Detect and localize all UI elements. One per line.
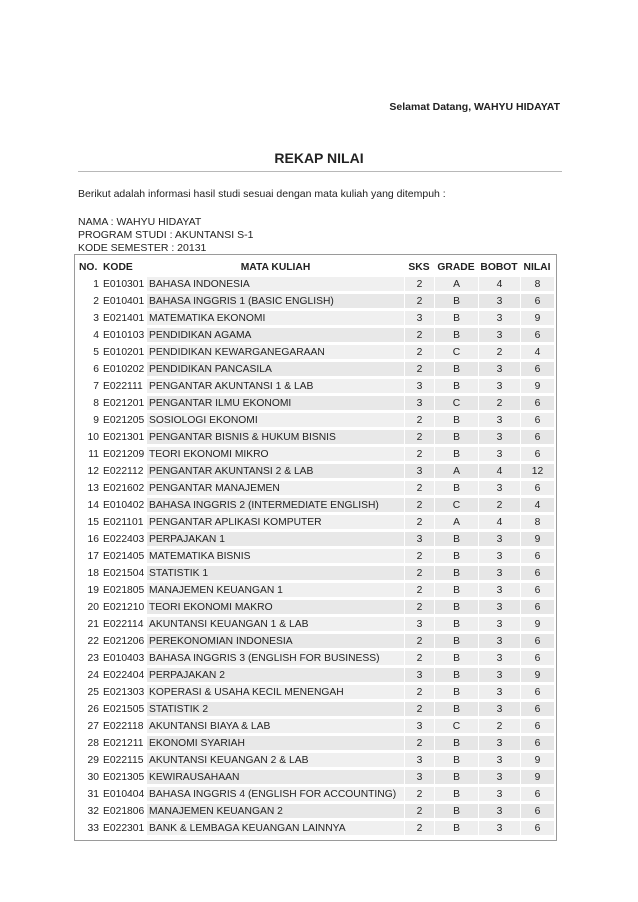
cell-nilai: 6 — [520, 481, 554, 496]
cell-nilai: 6 — [520, 430, 554, 445]
table-row — [77, 464, 554, 479]
table-row — [77, 277, 554, 292]
cell-sks: 2 — [404, 634, 434, 649]
cell-mata-kuliah: MATEMATIKA EKONOMI — [147, 311, 404, 326]
semester-code: KODE SEMESTER : 20131 — [78, 242, 207, 254]
cell-nilai: 6 — [520, 634, 554, 649]
cell-mata-kuliah: AKUNTANSI KEUANGAN 1 & LAB — [147, 617, 404, 632]
intro-text: Berikut adalah informasi hasil studi sesuai dengan mata kuliah yang ditempuh : — [78, 188, 446, 200]
col-header-grade: GRADE — [437, 261, 475, 273]
cell-no: 18 — [77, 566, 101, 581]
cell-grade: A — [434, 464, 478, 479]
cell-grade: B — [434, 770, 478, 785]
cell-bobot: 3 — [478, 804, 520, 819]
cell-grade: A — [434, 277, 478, 292]
table-row — [77, 430, 554, 445]
cell-bobot: 2 — [478, 396, 520, 411]
cell-nilai: 9 — [520, 770, 554, 785]
cell-no: 17 — [77, 549, 101, 564]
cell-mata-kuliah: BAHASA INGGRIS 3 (ENGLISH FOR BUSINESS) — [147, 651, 404, 666]
cell-nilai: 9 — [520, 532, 554, 547]
cell-grade: B — [434, 787, 478, 802]
student-name: NAMA : WAHYU HIDAYAT — [78, 216, 202, 228]
cell-bobot: 4 — [478, 464, 520, 479]
cell-bobot: 3 — [478, 736, 520, 751]
cell-bobot: 3 — [478, 447, 520, 462]
cell-sks: 3 — [404, 770, 434, 785]
cell-no: 31 — [77, 787, 101, 802]
cell-bobot: 3 — [478, 549, 520, 564]
cell-no: 29 — [77, 753, 101, 768]
cell-mata-kuliah: SOSIOLOGI EKONOMI — [147, 413, 404, 428]
cell-kode: E021401 — [101, 311, 147, 326]
cell-nilai: 6 — [520, 396, 554, 411]
cell-nilai: 6 — [520, 702, 554, 717]
cell-bobot: 3 — [478, 787, 520, 802]
cell-mata-kuliah: PENDIDIKAN PANCASILA — [147, 362, 404, 377]
table-row — [77, 736, 554, 751]
cell-grade: B — [434, 736, 478, 751]
cell-bobot: 3 — [478, 379, 520, 394]
cell-mata-kuliah: PENGANTAR AKUNTANSI 2 & LAB — [147, 464, 404, 479]
cell-no: 27 — [77, 719, 101, 734]
cell-mata-kuliah: PERPAJAKAN 1 — [147, 532, 404, 547]
table-row — [77, 685, 554, 700]
cell-nilai: 6 — [520, 328, 554, 343]
cell-kode: E010202 — [101, 362, 147, 377]
cell-bobot: 3 — [478, 532, 520, 547]
cell-bobot: 2 — [478, 498, 520, 513]
cell-sks: 2 — [404, 821, 434, 836]
cell-grade: B — [434, 617, 478, 632]
cell-kode: E021405 — [101, 549, 147, 564]
cell-no: 15 — [77, 515, 101, 530]
cell-mata-kuliah: MANAJEMEN KEUANGAN 2 — [147, 804, 404, 819]
cell-grade: B — [434, 481, 478, 496]
cell-kode: E021504 — [101, 566, 147, 581]
cell-kode: E010403 — [101, 651, 147, 666]
cell-nilai: 8 — [520, 277, 554, 292]
cell-no: 22 — [77, 634, 101, 649]
cell-nilai: 6 — [520, 362, 554, 377]
cell-mata-kuliah: BAHASA INGGRIS 2 (INTERMEDIATE ENGLISH) — [147, 498, 404, 513]
cell-nilai: 6 — [520, 651, 554, 666]
table-row — [77, 549, 554, 564]
table-row — [77, 804, 554, 819]
cell-nilai: 6 — [520, 736, 554, 751]
study-program: PROGRAM STUDI : AKUNTANSI S-1 — [78, 229, 254, 241]
cell-kode: E021602 — [101, 481, 147, 496]
cell-bobot: 3 — [478, 685, 520, 700]
cell-bobot: 4 — [478, 277, 520, 292]
cell-sks: 3 — [404, 719, 434, 734]
table-row — [77, 770, 554, 785]
cell-mata-kuliah: BAHASA INGGRIS 1 (BASIC ENGLISH) — [147, 294, 404, 309]
cell-nilai: 6 — [520, 821, 554, 836]
cell-bobot: 3 — [478, 617, 520, 632]
cell-bobot: 2 — [478, 719, 520, 734]
cell-grade: B — [434, 651, 478, 666]
cell-no: 4 — [77, 328, 101, 343]
cell-grade: C — [434, 396, 478, 411]
cell-bobot: 3 — [478, 583, 520, 598]
cell-kode: E021205 — [101, 413, 147, 428]
cell-sks: 2 — [404, 702, 434, 717]
cell-mata-kuliah: PENDIDIKAN KEWARGANEGARAAN — [147, 345, 404, 360]
cell-grade: B — [434, 821, 478, 836]
cell-grade: B — [434, 311, 478, 326]
cell-kode: E010103 — [101, 328, 147, 343]
cell-nilai: 6 — [520, 566, 554, 581]
cell-no: 13 — [77, 481, 101, 496]
table-row — [77, 396, 554, 411]
cell-nilai: 6 — [520, 787, 554, 802]
cell-kode: E010301 — [101, 277, 147, 292]
cell-grade: B — [434, 753, 478, 768]
cell-kode: E022301 — [101, 821, 147, 836]
cell-no: 16 — [77, 532, 101, 547]
cell-mata-kuliah: PERPAJAKAN 2 — [147, 668, 404, 683]
cell-bobot: 3 — [478, 294, 520, 309]
cell-no: 1 — [77, 277, 101, 292]
cell-grade: B — [434, 413, 478, 428]
cell-kode: E021806 — [101, 804, 147, 819]
cell-sks: 3 — [404, 617, 434, 632]
cell-mata-kuliah: EKONOMI SYARIAH — [147, 736, 404, 751]
cell-nilai: 4 — [520, 498, 554, 513]
cell-mata-kuliah: BAHASA INDONESIA — [147, 277, 404, 292]
table-row — [77, 566, 554, 581]
col-header-nilai: NILAI — [523, 261, 551, 273]
cell-no: 2 — [77, 294, 101, 309]
col-header-mata-kuliah: MATA KULIAH — [240, 261, 311, 273]
divider — [78, 171, 562, 172]
col-header-kode: KODE — [103, 261, 133, 273]
cell-grade: B — [434, 600, 478, 615]
cell-mata-kuliah: BANK & LEMBAGA KEUANGAN LAINNYA — [147, 821, 404, 836]
cell-kode: E022403 — [101, 532, 147, 547]
cell-sks: 2 — [404, 328, 434, 343]
cell-grade: C — [434, 498, 478, 513]
cell-mata-kuliah: PENGANTAR ILMU EKONOMI — [147, 396, 404, 411]
cell-sks: 2 — [404, 498, 434, 513]
table-row — [77, 362, 554, 377]
cell-sks: 2 — [404, 277, 434, 292]
cell-sks: 3 — [404, 311, 434, 326]
table-row — [77, 328, 554, 343]
cell-kode: E021301 — [101, 430, 147, 445]
cell-no: 24 — [77, 668, 101, 683]
cell-grade: B — [434, 804, 478, 819]
cell-nilai: 4 — [520, 345, 554, 360]
cell-kode: E021209 — [101, 447, 147, 462]
col-header-no: NO. — [79, 261, 98, 273]
cell-sks: 2 — [404, 549, 434, 564]
cell-sks: 2 — [404, 294, 434, 309]
cell-nilai: 6 — [520, 549, 554, 564]
cell-bobot: 4 — [478, 515, 520, 530]
cell-sks: 3 — [404, 396, 434, 411]
table-row — [77, 753, 554, 768]
table-row — [77, 651, 554, 666]
welcome-message: Selamat Datang, WAHYU HIDAYAT — [389, 101, 560, 113]
cell-mata-kuliah: PEREKONOMIAN INDONESIA — [147, 634, 404, 649]
cell-sks: 2 — [404, 583, 434, 598]
cell-nilai: 6 — [520, 804, 554, 819]
cell-grade: B — [434, 430, 478, 445]
cell-nilai: 9 — [520, 668, 554, 683]
cell-sks: 2 — [404, 651, 434, 666]
cell-grade: B — [434, 447, 478, 462]
col-header-sks: SKS — [408, 261, 430, 273]
cell-kode: E022114 — [101, 617, 147, 632]
cell-kode: E022404 — [101, 668, 147, 683]
cell-mata-kuliah: PENGANTAR APLIKASI KOMPUTER — [147, 515, 404, 530]
cell-nilai: 6 — [520, 600, 554, 615]
grades-table-container — [74, 254, 557, 841]
cell-kode: E021305 — [101, 770, 147, 785]
cell-sks: 2 — [404, 430, 434, 445]
cell-bobot: 3 — [478, 566, 520, 581]
cell-sks: 2 — [404, 447, 434, 462]
cell-mata-kuliah: AKUNTANSI KEUANGAN 2 & LAB — [147, 753, 404, 768]
cell-nilai: 9 — [520, 311, 554, 326]
cell-grade: B — [434, 532, 478, 547]
cell-no: 10 — [77, 430, 101, 445]
cell-grade: C — [434, 345, 478, 360]
cell-sks: 2 — [404, 736, 434, 751]
cell-kode: E022112 — [101, 464, 147, 479]
table-row — [77, 379, 554, 394]
cell-nilai: 6 — [520, 685, 554, 700]
cell-no: 21 — [77, 617, 101, 632]
cell-kode: E021201 — [101, 396, 147, 411]
cell-kode: E010201 — [101, 345, 147, 360]
cell-grade: B — [434, 634, 478, 649]
cell-bobot: 3 — [478, 634, 520, 649]
cell-mata-kuliah: TEORI EKONOMI MIKRO — [147, 447, 404, 462]
table-row — [77, 617, 554, 632]
table-row — [77, 634, 554, 649]
cell-mata-kuliah: PENGANTAR AKUNTANSI 1 & LAB — [147, 379, 404, 394]
table-row — [77, 821, 554, 836]
cell-no: 26 — [77, 702, 101, 717]
cell-sks: 3 — [404, 464, 434, 479]
cell-kode: E010401 — [101, 294, 147, 309]
cell-nilai: 12 — [520, 464, 554, 479]
cell-nilai: 6 — [520, 719, 554, 734]
cell-nilai: 6 — [520, 294, 554, 309]
cell-mata-kuliah: KOPERASI & USAHA KECIL MENENGAH — [147, 685, 404, 700]
cell-mata-kuliah: STATISTIK 2 — [147, 702, 404, 717]
cell-sks: 3 — [404, 668, 434, 683]
cell-grade: B — [434, 294, 478, 309]
cell-no: 28 — [77, 736, 101, 751]
cell-bobot: 3 — [478, 328, 520, 343]
cell-bobot: 3 — [478, 311, 520, 326]
cell-nilai: 6 — [520, 583, 554, 598]
cell-mata-kuliah: PENDIDIKAN AGAMA — [147, 328, 404, 343]
cell-bobot: 3 — [478, 821, 520, 836]
cell-no: 14 — [77, 498, 101, 513]
cell-grade: B — [434, 549, 478, 564]
cell-bobot: 3 — [478, 413, 520, 428]
cell-sks: 2 — [404, 345, 434, 360]
cell-sks: 2 — [404, 600, 434, 615]
table-row — [77, 413, 554, 428]
cell-bobot: 3 — [478, 753, 520, 768]
cell-grade: C — [434, 719, 478, 734]
cell-kode: E021206 — [101, 634, 147, 649]
cell-nilai: 6 — [520, 447, 554, 462]
cell-grade: B — [434, 583, 478, 598]
cell-no: 20 — [77, 600, 101, 615]
cell-mata-kuliah: AKUNTANSI BIAYA & LAB — [147, 719, 404, 734]
cell-nilai: 9 — [520, 617, 554, 632]
table-row — [77, 294, 554, 309]
cell-kode: E021211 — [101, 736, 147, 751]
cell-no: 7 — [77, 379, 101, 394]
table-row — [77, 498, 554, 513]
cell-bobot: 3 — [478, 668, 520, 683]
cell-no: 6 — [77, 362, 101, 377]
cell-no: 3 — [77, 311, 101, 326]
cell-kode: E021805 — [101, 583, 147, 598]
cell-bobot: 3 — [478, 702, 520, 717]
table-row — [77, 600, 554, 615]
cell-mata-kuliah: MANAJEMEN KEUANGAN 1 — [147, 583, 404, 598]
table-row — [77, 787, 554, 802]
cell-bobot: 3 — [478, 481, 520, 496]
cell-kode: E021101 — [101, 515, 147, 530]
cell-mata-kuliah: MATEMATIKA BISNIS — [147, 549, 404, 564]
grades-table — [77, 257, 554, 838]
cell-nilai: 6 — [520, 413, 554, 428]
cell-sks: 3 — [404, 532, 434, 547]
table-row — [77, 481, 554, 496]
cell-sks: 2 — [404, 566, 434, 581]
table-row — [77, 702, 554, 717]
table-row — [77, 583, 554, 598]
cell-mata-kuliah: PENGANTAR MANAJEMEN — [147, 481, 404, 496]
cell-nilai: 8 — [520, 515, 554, 530]
cell-kode: E021303 — [101, 685, 147, 700]
cell-mata-kuliah: KEWIRAUSAHAAN — [147, 770, 404, 785]
grades-table-body — [77, 277, 554, 836]
page-title: REKAP NILAI — [274, 150, 364, 166]
cell-grade: A — [434, 515, 478, 530]
cell-no: 8 — [77, 396, 101, 411]
cell-sks: 2 — [404, 413, 434, 428]
cell-no: 11 — [77, 447, 101, 462]
cell-bobot: 3 — [478, 430, 520, 445]
cell-grade: B — [434, 362, 478, 377]
cell-grade: B — [434, 668, 478, 683]
cell-mata-kuliah: STATISTIK 1 — [147, 566, 404, 581]
cell-sks: 2 — [404, 804, 434, 819]
cell-kode: E022111 — [101, 379, 147, 394]
cell-kode: E010404 — [101, 787, 147, 802]
cell-mata-kuliah: PENGANTAR BISNIS & HUKUM BISNIS — [147, 430, 404, 445]
cell-sks: 2 — [404, 481, 434, 496]
cell-sks: 2 — [404, 515, 434, 530]
cell-no: 19 — [77, 583, 101, 598]
cell-sks: 2 — [404, 685, 434, 700]
cell-bobot: 3 — [478, 600, 520, 615]
table-row — [77, 447, 554, 462]
cell-sks: 3 — [404, 379, 434, 394]
table-row — [77, 345, 554, 360]
cell-no: 25 — [77, 685, 101, 700]
table-row — [77, 668, 554, 683]
cell-kode: E010402 — [101, 498, 147, 513]
table-row — [77, 311, 554, 326]
cell-no: 32 — [77, 804, 101, 819]
cell-no: 30 — [77, 770, 101, 785]
table-row — [77, 532, 554, 547]
cell-sks: 2 — [404, 362, 434, 377]
cell-kode: E022115 — [101, 753, 147, 768]
table-row — [77, 719, 554, 734]
cell-nilai: 9 — [520, 753, 554, 768]
cell-bobot: 3 — [478, 651, 520, 666]
cell-bobot: 3 — [478, 770, 520, 785]
cell-kode: E021210 — [101, 600, 147, 615]
cell-mata-kuliah: TEORI EKONOMI MAKRO — [147, 600, 404, 615]
cell-bobot: 2 — [478, 345, 520, 360]
cell-sks: 3 — [404, 753, 434, 768]
cell-kode: E022118 — [101, 719, 147, 734]
cell-kode: E021505 — [101, 702, 147, 717]
cell-nilai: 9 — [520, 379, 554, 394]
table-header-row — [77, 259, 554, 275]
cell-grade: B — [434, 685, 478, 700]
cell-sks: 2 — [404, 787, 434, 802]
col-header-bobot: BOBOT — [480, 261, 518, 273]
cell-no: 12 — [77, 464, 101, 479]
cell-grade: B — [434, 379, 478, 394]
cell-no: 33 — [77, 821, 101, 836]
table-row — [77, 515, 554, 530]
cell-no: 5 — [77, 345, 101, 360]
cell-grade: B — [434, 702, 478, 717]
cell-grade: B — [434, 566, 478, 581]
cell-no: 9 — [77, 413, 101, 428]
cell-bobot: 3 — [478, 362, 520, 377]
cell-mata-kuliah: BAHASA INGGRIS 4 (ENGLISH FOR ACCOUNTING) — [147, 787, 404, 802]
cell-no: 23 — [77, 651, 101, 666]
cell-grade: B — [434, 328, 478, 343]
